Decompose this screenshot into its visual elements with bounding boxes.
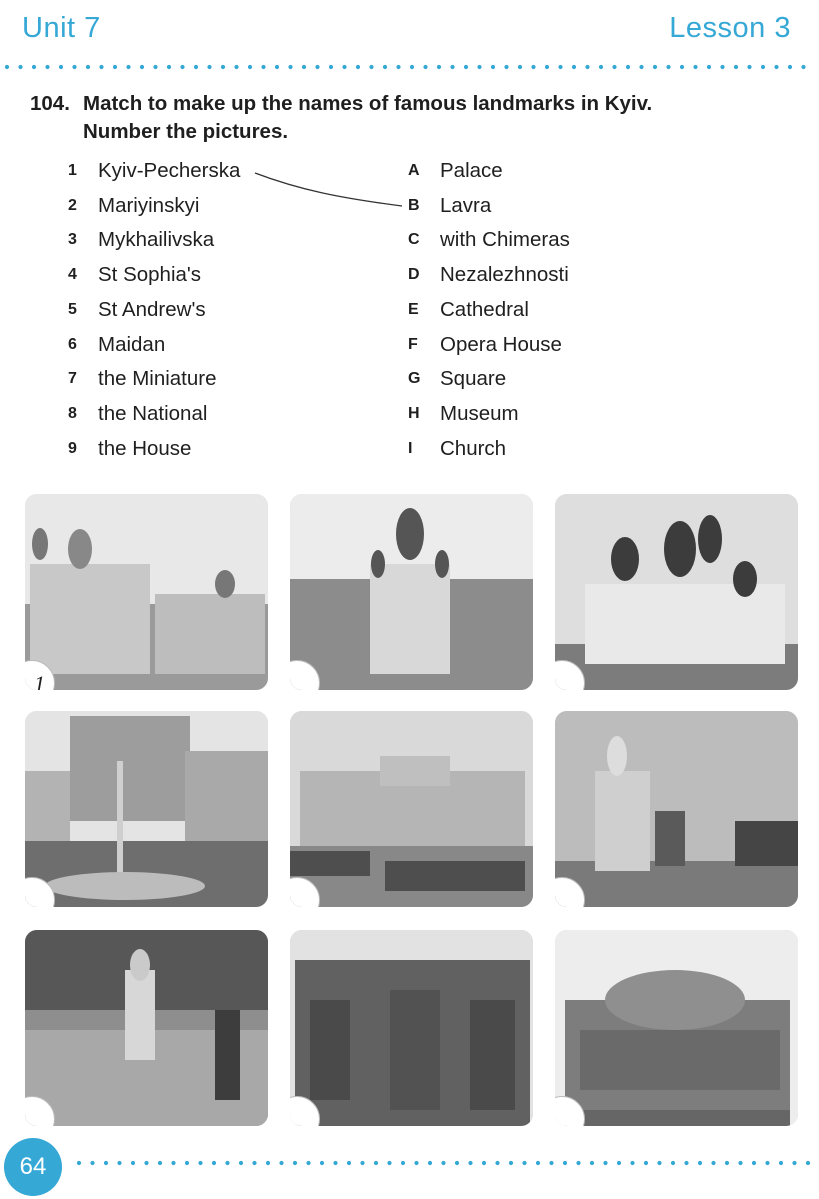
left-item-text[interactable]: Mykhailivska (98, 228, 215, 252)
landmark-photo (290, 711, 533, 907)
left-item (68, 434, 191, 464)
right-item (408, 295, 529, 325)
left-item (68, 330, 165, 360)
left-item-number: 6 (68, 335, 77, 353)
left-item-number: 9 (68, 439, 77, 457)
right-item-letter: I (408, 439, 413, 457)
example-match-line (0, 0, 819, 260)
right-item (408, 434, 506, 464)
picture-number: 1 (34, 671, 45, 690)
right-item-text[interactable]: with Chimeras (440, 228, 570, 252)
right-item-text[interactable]: Palace (440, 159, 503, 182)
dotted-divider-bottom (76, 1160, 815, 1166)
right-item-text[interactable]: Museum (440, 401, 519, 425)
lesson-title: Lesson 3 (669, 12, 791, 44)
landmark-image (25, 711, 268, 907)
right-item-letter: E (408, 300, 419, 318)
left-item-number: 8 (68, 404, 77, 422)
instruction-line-1: Match to make up the names of famous landmarks in Kyiv. (83, 92, 653, 115)
unit-title: Unit 7 (22, 12, 101, 44)
landmark-image (25, 494, 268, 690)
landmark-photo (290, 930, 533, 1126)
left-item-text[interactable]: the National (98, 401, 208, 425)
instruction-line-2: Number the pictures. (83, 120, 289, 143)
right-item-text[interactable]: Nezalezhnosti (440, 263, 569, 287)
left-item-number: 2 (68, 196, 77, 214)
landmark-photo (290, 494, 533, 690)
right-item-text[interactable]: Cathedral (440, 297, 529, 321)
right-item-text[interactable]: Lavra (440, 193, 492, 217)
right-item-text[interactable]: Opera House (440, 332, 562, 356)
left-item-number: 5 (68, 300, 77, 318)
left-item-number: 3 (68, 231, 77, 249)
right-item-letter: D (408, 266, 420, 284)
right-item-text[interactable]: Square (440, 367, 507, 391)
left-item-number: 4 (68, 266, 77, 284)
left-item-number: 7 (68, 370, 77, 388)
right-item-letter: H (408, 404, 420, 422)
landmark-image (555, 930, 798, 1126)
left-item-text[interactable]: Kyiv-Pecherska (98, 159, 241, 182)
right-item-letter: G (408, 370, 421, 388)
left-item (68, 295, 206, 325)
landmark-image (290, 494, 533, 690)
left-item-text[interactable]: the House (98, 436, 192, 460)
left-item-number: 1 (68, 162, 77, 179)
landmark-image (25, 930, 268, 1126)
landmark-image (555, 494, 798, 690)
page-number: 64 (4, 1138, 62, 1196)
landmark-photo (555, 930, 798, 1126)
landmark-photo (555, 494, 798, 690)
right-item (408, 399, 519, 429)
right-item-letter: A (408, 162, 420, 179)
landmark-image (290, 711, 533, 907)
right-item (408, 260, 569, 290)
landmark-photo (25, 494, 268, 690)
right-item-letter: B (408, 196, 420, 214)
left-item (68, 399, 207, 429)
landmark-photo (25, 711, 268, 907)
right-item-letter: F (408, 335, 418, 353)
left-item (68, 260, 201, 290)
landmark-photo (25, 930, 268, 1126)
exercise-number: 104. (30, 92, 70, 115)
left-item-text[interactable]: St Sophia's (98, 263, 202, 287)
right-item (408, 364, 506, 394)
landmark-photo (555, 711, 798, 907)
right-item-text[interactable]: Church (440, 436, 507, 460)
landmark-image (290, 930, 533, 1126)
landmark-image (555, 711, 798, 907)
left-item (68, 364, 217, 394)
left-item-text[interactable]: the Miniature (98, 367, 217, 391)
right-item-letter: C (408, 231, 420, 249)
left-item-text[interactable]: Mariyinskyi (98, 193, 200, 217)
left-item-text[interactable]: St Andrew's (98, 297, 206, 321)
right-item (408, 330, 562, 360)
left-item-text[interactable]: Maidan (98, 332, 166, 356)
